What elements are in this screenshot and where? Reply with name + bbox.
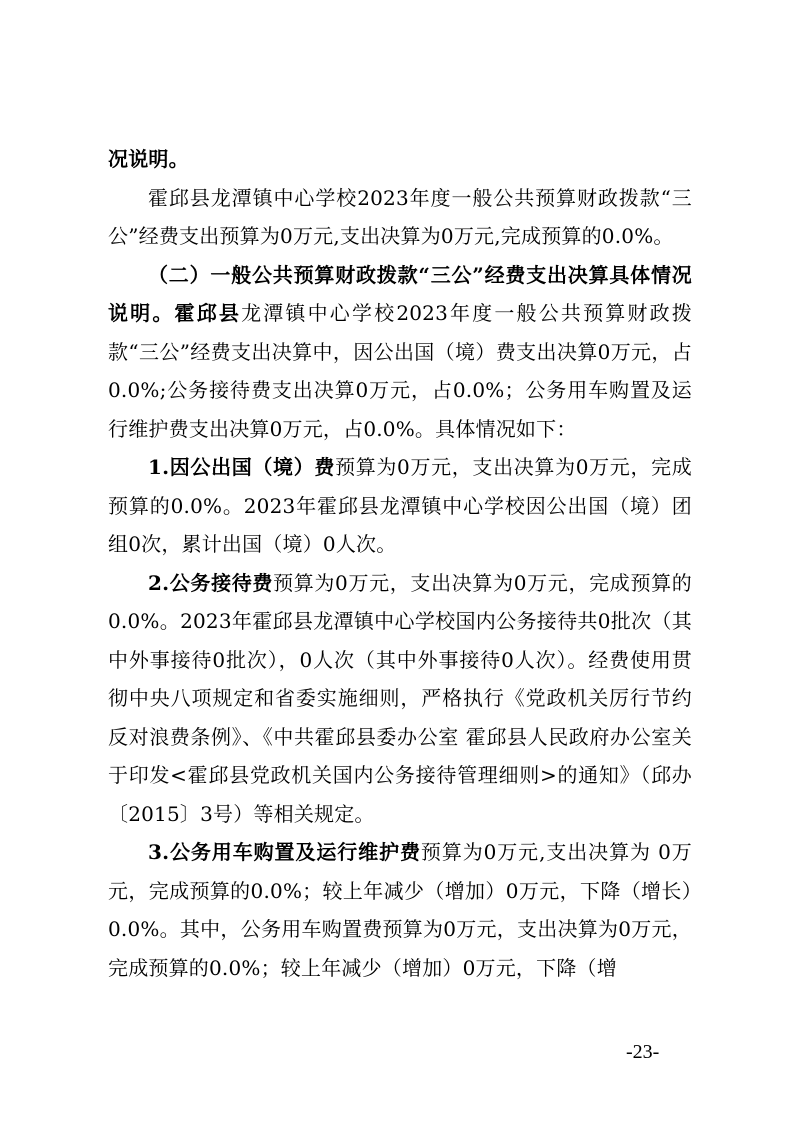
paragraph-item-3: [108, 833, 692, 987]
item-3-heading: 3.公务用车购置及运行维护费: [148, 840, 421, 864]
item-2-heading: 2.公务接待费: [148, 570, 274, 595]
section-title-tail: 况说明。: [108, 147, 189, 171]
item-2-text: 预算为0万元，支出决算为0万元，完成预算的0.0%。2023年霍邱县龙潭镇中心学校国内公务接待共0批次（其中外事接待0批次），0人次（其中外事接待0人次）。经费使用贯彻中央八项规定和省委实施细则，严格执行《党政机关厉行节约反对浪费条例》、《中共霍邱县委办公室 霍邱县人民政府办公室关于印发<霍邱县党政机关国内公务接待管理细则>的通知》（邱办〔2015〕3号）等相关规定。: [108, 570, 692, 826]
section-2-heading: （二）一般公共预算财政拨款“三公”经费支出决算具体情况说明。霍邱县: [108, 262, 692, 325]
paragraph-summary: [108, 179, 692, 256]
summary-text: 霍邱县龙潭镇中心学校2023年度一般公共预算财政拨款“三公”经费支出预算为0万元,支出决算为0万元,完成预算的0.0%。: [108, 185, 692, 248]
paragraph-section-2: [108, 256, 692, 449]
section-2-text: 龙潭镇中心学校2023年度一般公共预算财政拨款“三公”经费支出决算中，因公出国（境）费支出决算0万元，占0.0%;公务接待费支出决算0万元，占0.0%；公务用车购置及运行维护费支出决算0万元，占0.0%。具体情况如下：: [108, 301, 692, 441]
page-number: -23-: [626, 1041, 660, 1063]
item-3-text: 预算为0万元,支出决算为 0万元，完成预算的0.0%；较上年减少（增加）0万元，下降（增长）0.0%。其中，公务用车购置费预算为0万元，支出决算为0万元，完成预算的0.0%；较上年减少（增加）0万元，下降（增: [108, 840, 692, 980]
body-text: [108, 140, 692, 987]
paragraph-item-1: [108, 448, 692, 564]
item-1-heading: 1.因公出国（境）费: [148, 455, 336, 479]
item-1-text: 预算为0万元，支出决算为0万元，完成预算的0.0%。2023年霍邱县龙潭镇中心学校因公出国（境）团组0次，累计出国（境）0人次。: [108, 455, 692, 556]
paragraph-0: [108, 140, 692, 179]
paragraph-item-2: [108, 564, 692, 834]
